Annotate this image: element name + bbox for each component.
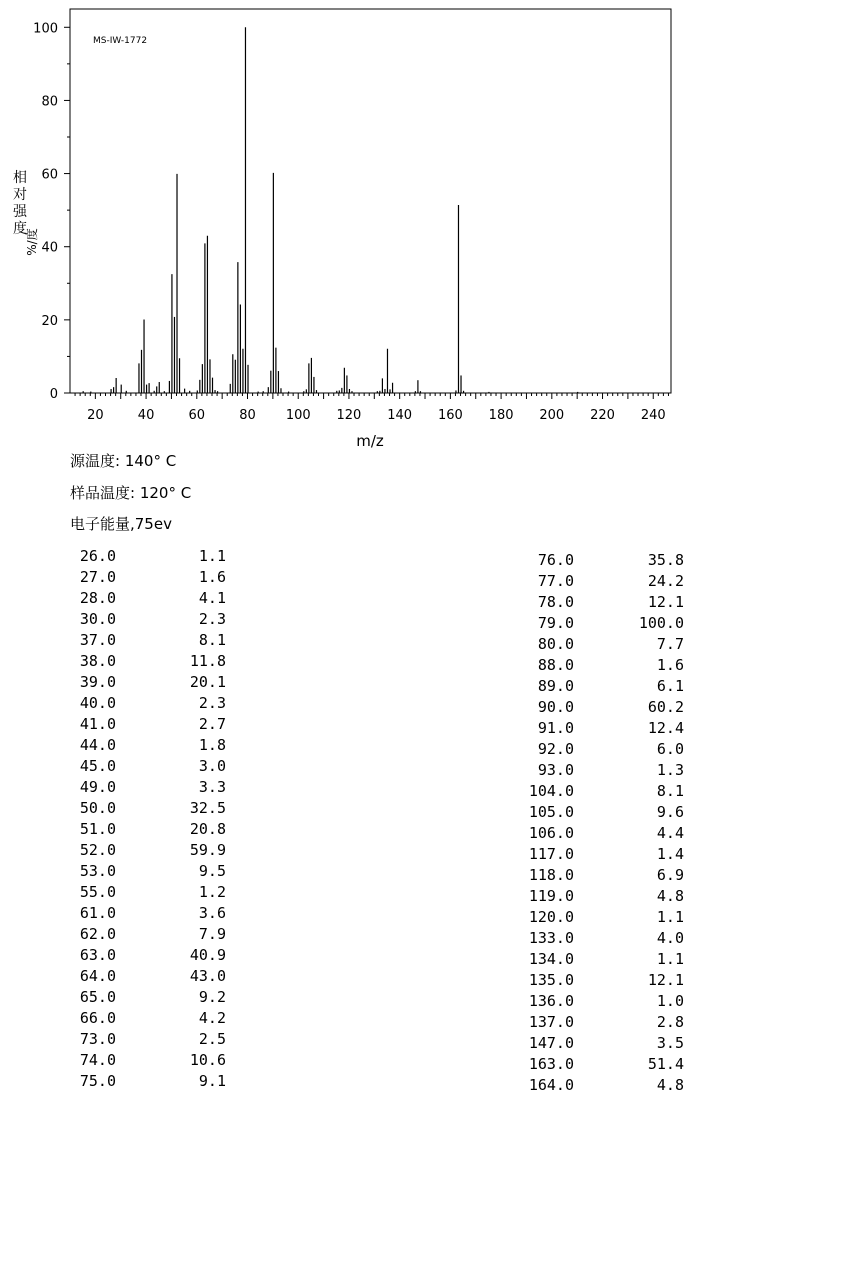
peak-row [528,949,688,970]
peak-intensity: 8.1 [656,782,684,800]
peak-row [70,630,230,651]
peak-mz: 50.0 [79,799,116,817]
x-tick-label: 160 [437,408,463,423]
peak-mz: 163.0 [528,1055,574,1073]
peak-row [528,592,688,613]
peak-intensity: 2.3 [198,610,226,628]
peak-table-left [70,546,230,1092]
peak-intensity: 6.9 [656,866,684,884]
peak-intensity: 100.0 [638,614,684,632]
peak-mz: 92.0 [537,740,574,758]
peak-intensity: 1.6 [198,568,226,586]
peak-mz: 120.0 [528,908,574,926]
x-tick-label: 40 [137,408,155,423]
peak-row [70,903,230,924]
peak-row [528,928,688,949]
peak-mz: 133.0 [528,929,574,947]
peak-mz: 104.0 [528,782,574,800]
x-tick-label: 20 [87,408,104,423]
peak-mz: 79.0 [537,614,574,632]
peak-mz: 64.0 [79,967,116,985]
peak-mz: 62.0 [79,925,116,943]
peak-intensity: 3.6 [198,904,226,922]
mass-spectrum-chart [0,0,850,460]
peak-mz: 74.0 [79,1051,116,1069]
peak-row [528,844,688,865]
y-axis-label-char: 强 [13,204,27,220]
peak-intensity: 1.0 [656,992,684,1010]
peak-row [528,970,688,991]
peak-mz: 75.0 [79,1072,116,1090]
peak-row [70,1029,230,1050]
peak-mz: 90.0 [537,698,574,716]
y-axis-label-char: 度 [13,221,27,237]
peak-row [528,1033,688,1054]
peak-intensity: 1.1 [656,950,684,968]
peak-mz: 118.0 [528,866,574,884]
peak-row [528,1075,688,1096]
peak-intensity: 6.0 [656,740,684,758]
peak-row [70,651,230,672]
peak-row [70,1008,230,1029]
peak-row [528,802,688,823]
peak-mz: 91.0 [537,719,574,737]
peak-row [70,798,230,819]
peak-intensity: 60.2 [647,698,684,716]
peak-intensity: 9.6 [656,803,684,821]
peak-row [70,924,230,945]
y-tick-label: 20 [41,313,58,329]
peak-intensity: 12.4 [647,719,684,737]
peak-mz: 106.0 [528,824,574,842]
peak-mz: 37.0 [79,631,116,649]
peak-intensity: 11.8 [189,652,226,670]
peak-row [70,861,230,882]
sample-temperature: 样品温度: 120° C [70,484,192,502]
peak-row [70,609,230,630]
peak-row [70,945,230,966]
peak-mz: 73.0 [79,1030,116,1048]
peak-mz: 61.0 [79,904,116,922]
peak-row [528,655,688,676]
peak-mz: 66.0 [79,1009,116,1027]
peak-mz: 89.0 [537,677,574,695]
source-temperature: 源温度: 140° C [70,452,177,470]
peak-intensity: 9.5 [198,862,226,880]
peak-intensity: 6.1 [656,677,684,695]
chart-title: MS-IW-1772 [93,36,148,46]
peak-row [528,760,688,781]
peak-mz: 30.0 [79,610,116,628]
peak-intensity: 10.6 [189,1051,226,1069]
peak-mz: 26.0 [79,547,116,565]
peak-mz: 39.0 [79,673,116,691]
peak-row [528,1012,688,1033]
peak-mz: 78.0 [537,593,574,611]
x-tick-label: 200 [539,408,565,423]
y-tick-label: 60 [41,167,58,183]
y-tick-label: 40 [41,240,58,256]
peak-row [528,1054,688,1075]
y-axis-label-char: 相 [13,170,27,186]
peak-row [528,697,688,718]
y-tick-label: 80 [41,94,58,110]
peak-mz: 44.0 [79,736,116,754]
peak-mz: 105.0 [528,803,574,821]
y-tick-label: 100 [33,21,58,37]
electron-energy: 电子能量,75ev [70,515,172,533]
peak-mz: 77.0 [537,572,574,590]
peak-row [70,756,230,777]
peak-intensity: 35.8 [647,551,684,569]
peak-intensity: 4.4 [656,824,684,842]
peak-intensity: 3.0 [198,757,226,775]
peak-row [528,865,688,886]
peak-intensity: 2.7 [198,715,226,733]
peak-mz: 28.0 [79,589,116,607]
peak-mz: 119.0 [528,887,574,905]
peak-intensity: 4.2 [198,1009,226,1027]
peak-intensity: 7.9 [198,925,226,943]
peak-intensity: 1.6 [656,656,684,674]
peak-mz: 135.0 [528,971,574,989]
peak-intensity: 12.1 [647,971,684,989]
peak-mz: 76.0 [537,551,574,569]
peak-row [70,966,230,987]
peak-row [528,634,688,655]
peak-row [70,588,230,609]
x-tick-label: 60 [188,408,206,423]
peak-row [528,550,688,571]
peak-row [70,714,230,735]
peak-row [528,991,688,1012]
peak-mz: 117.0 [528,845,574,863]
peak-mz: 137.0 [528,1013,574,1031]
peak-mz: 51.0 [79,820,116,838]
peak-intensity: 20.8 [189,820,226,838]
peak-intensity: 3.5 [656,1034,684,1052]
peak-row [70,693,230,714]
peak-mz: 93.0 [537,761,574,779]
peak-intensity: 12.1 [647,593,684,611]
peak-mz: 147.0 [528,1034,574,1052]
peak-intensity: 2.3 [198,694,226,712]
x-tick-label: 220 [590,408,615,423]
peak-intensity: 1.8 [198,736,226,754]
peak-mz: 63.0 [79,946,116,964]
peak-intensity: 1.2 [198,883,226,901]
peak-intensity: 24.2 [647,572,684,590]
peak-mz: 134.0 [528,950,574,968]
peak-table-right [528,550,688,1096]
peak-row [70,987,230,1008]
peak-intensity: 3.3 [198,778,226,796]
peak-mz: 49.0 [79,778,116,796]
peak-mz: 55.0 [79,883,116,901]
peak-intensity: 8.1 [198,631,226,649]
x-tick-label: 120 [336,408,362,423]
peak-intensity: 51.4 [647,1055,684,1073]
y-axis-label-suffix: %/度 [25,228,39,256]
x-tick-label: 140 [387,408,413,423]
y-axis-label-char: 对 [13,187,27,203]
peak-row [528,886,688,907]
peak-row [70,672,230,693]
y-tick-label: 0 [49,387,58,402]
x-tick-label: 180 [488,408,514,423]
peak-intensity: 4.8 [656,1076,684,1094]
peak-intensity: 40.9 [189,946,226,964]
plot-frame [70,9,671,393]
peak-row [70,735,230,756]
peak-row [70,546,230,567]
peak-intensity: 2.8 [656,1013,684,1031]
peak-intensity: 2.5 [198,1030,226,1048]
peak-row [70,1050,230,1071]
peak-intensity: 1.1 [198,547,226,565]
peak-mz: 41.0 [79,715,116,733]
x-tick-label: 80 [239,408,256,423]
x-tick-label: 100 [285,408,311,423]
peak-mz: 38.0 [79,652,116,670]
peak-intensity: 9.2 [198,988,226,1006]
peak-row [70,777,230,798]
peak-mz: 65.0 [79,988,116,1006]
x-tick-label: 240 [640,408,666,423]
x-axis-label: m/z [356,432,384,450]
peak-row [528,907,688,928]
peak-row [528,613,688,634]
peak-intensity: 1.1 [656,908,684,926]
peak-row [528,739,688,760]
y-axis-label [13,169,39,256]
peak-mz: 52.0 [79,841,116,859]
peak-intensity: 4.1 [198,589,226,607]
peak-row [528,718,688,739]
peak-intensity: 4.0 [656,929,684,947]
peak-intensity: 43.0 [189,967,226,985]
peak-row [528,676,688,697]
peak-intensity: 20.1 [189,673,226,691]
peak-row [70,819,230,840]
peak-row [528,571,688,592]
peak-mz: 53.0 [79,862,116,880]
peak-intensity: 1.3 [656,761,684,779]
peak-intensity: 1.4 [656,845,684,863]
peak-row [528,781,688,802]
peak-mz: 88.0 [537,656,574,674]
peak-intensity: 9.1 [198,1072,226,1090]
peak-row [70,882,230,903]
peak-row [70,1071,230,1092]
peak-row [528,823,688,844]
peak-mz: 80.0 [537,635,574,653]
peak-row [70,567,230,588]
peak-mz: 136.0 [528,992,574,1010]
peak-mz: 164.0 [528,1076,574,1094]
peak-mz: 40.0 [79,694,116,712]
peak-intensity: 7.7 [656,635,684,653]
peak-mz: 45.0 [79,757,116,775]
peak-intensity: 4.8 [656,887,684,905]
peak-intensity: 59.9 [189,841,226,859]
peak-intensity: 32.5 [189,799,226,817]
peak-mz: 27.0 [79,568,116,586]
peak-row [70,840,230,861]
